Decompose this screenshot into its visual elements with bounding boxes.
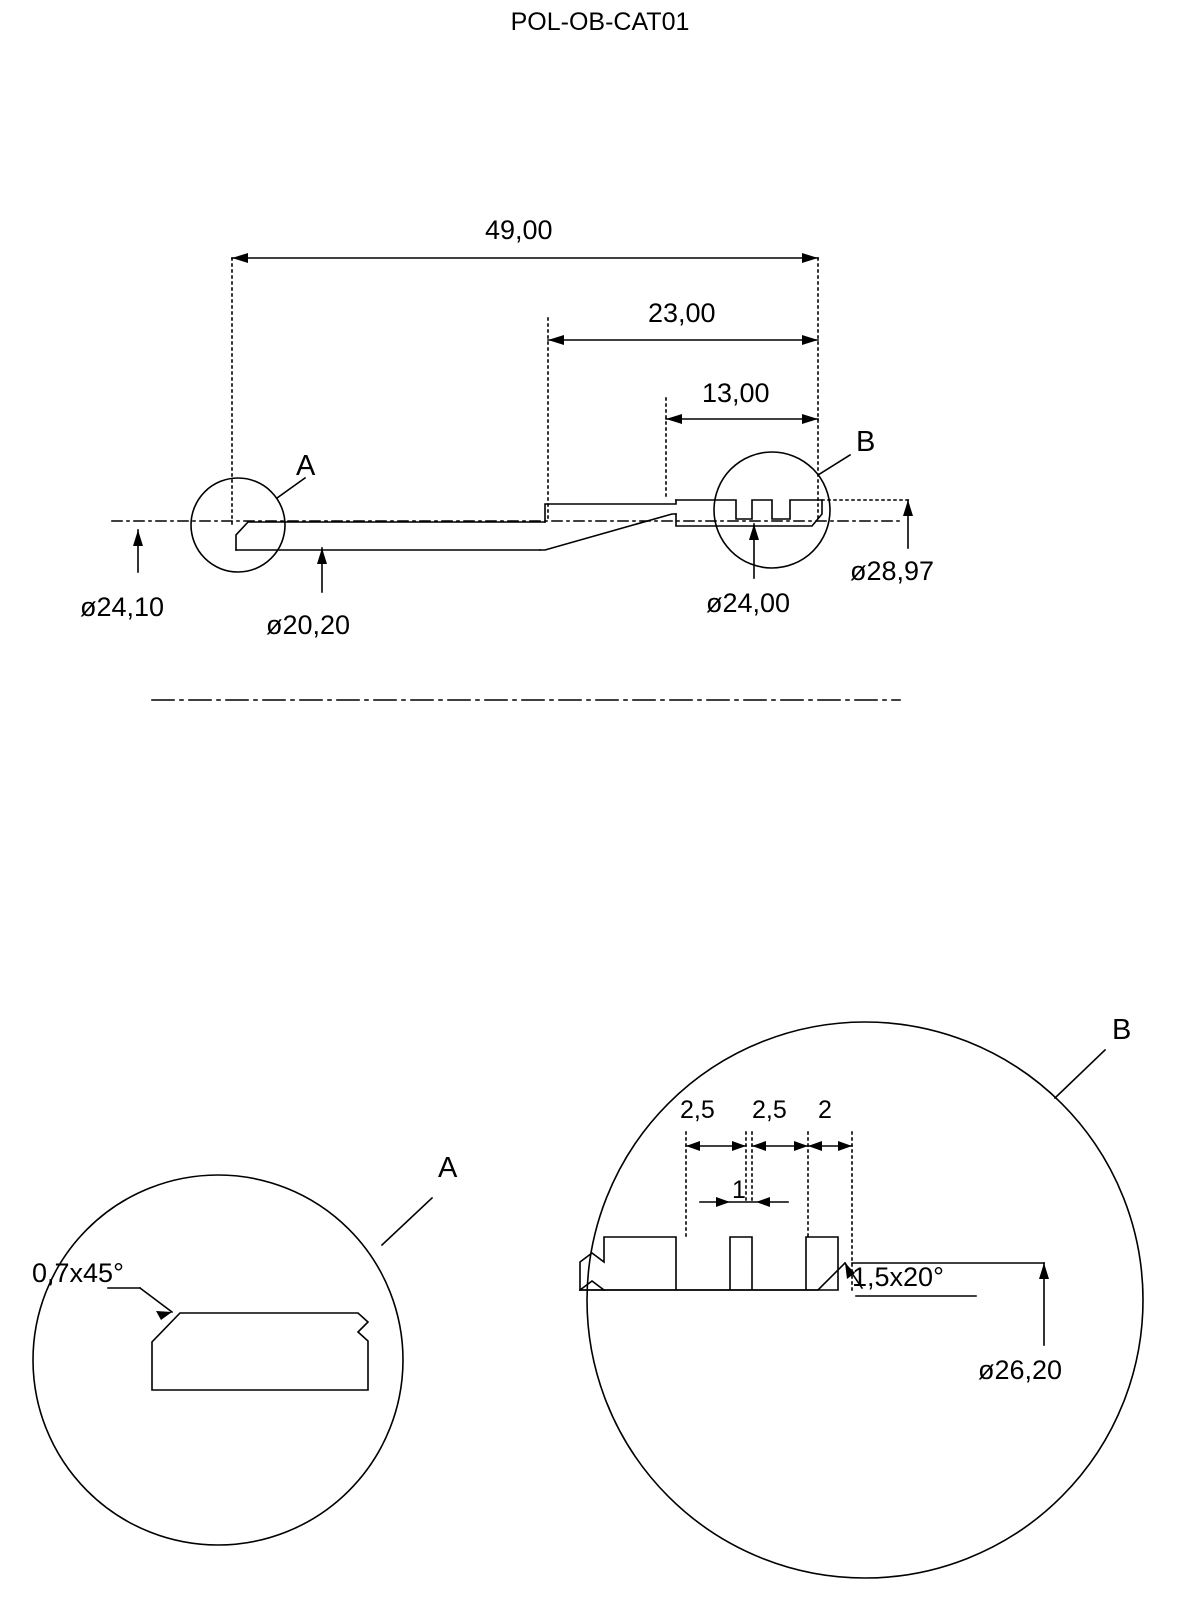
detail-b-label-25a: 2,5 [680, 1096, 715, 1124]
detail-a-profile [152, 1313, 368, 1390]
detail-a-leader [382, 1198, 432, 1245]
arrow-right-49 [802, 253, 818, 263]
detail-a-chamfer-leader-d [140, 1288, 172, 1312]
detail-b-label-26-20: ø26,20 [978, 1355, 1063, 1385]
detail-circle-a [191, 478, 285, 572]
arrow-right-13 [802, 414, 818, 424]
detail-b-circle [587, 1022, 1143, 1578]
detail-b-label-2: 2 [818, 1096, 832, 1124]
detail-a-circle [33, 1175, 403, 1545]
callout-label-a: A [296, 450, 316, 482]
detail-b-chamfer-label: 1,5x20° [852, 1262, 944, 1292]
arrow-24-10 [133, 530, 143, 546]
detail-a-chamfer-label: 0,7x45° [32, 1258, 124, 1288]
callout-label-b: B [856, 426, 876, 458]
dim-label-28-97: ø28,97 [850, 556, 935, 586]
dim-label-49: 49,00 [485, 215, 553, 245]
detail-a-chamfer-arrow [156, 1311, 172, 1320]
dim-label-13: 13,00 [702, 378, 770, 408]
arrow-left-23 [548, 335, 564, 345]
detail-b-break-line [580, 1281, 604, 1290]
arrow-left-13 [666, 414, 682, 424]
detail-b-leader [1055, 1050, 1105, 1098]
profile-left-top [236, 522, 545, 550]
dim-label-20-20: ø20,20 [266, 610, 351, 640]
page-title: POL-OB-CAT01 [510, 8, 690, 36]
arrow-left-49 [232, 253, 248, 263]
detail-b-label-1: 1 [732, 1176, 746, 1204]
dim-label-24-10: ø24,10 [80, 592, 165, 622]
leader-detail-b [818, 455, 850, 475]
arrow-right-23 [802, 335, 818, 345]
dim-label-23: 23,00 [648, 298, 716, 328]
profile-right-head [676, 500, 822, 526]
detail-b-profile [580, 1237, 838, 1290]
detail-b-letter: B [1112, 1014, 1132, 1046]
profile-transition-bottom [540, 514, 676, 550]
detail-a-letter: A [438, 1152, 458, 1184]
dim-label-24-00: ø24,00 [706, 588, 791, 618]
detail-b-label-25b: 2,5 [752, 1096, 787, 1124]
arrow-28-97 [903, 500, 913, 516]
